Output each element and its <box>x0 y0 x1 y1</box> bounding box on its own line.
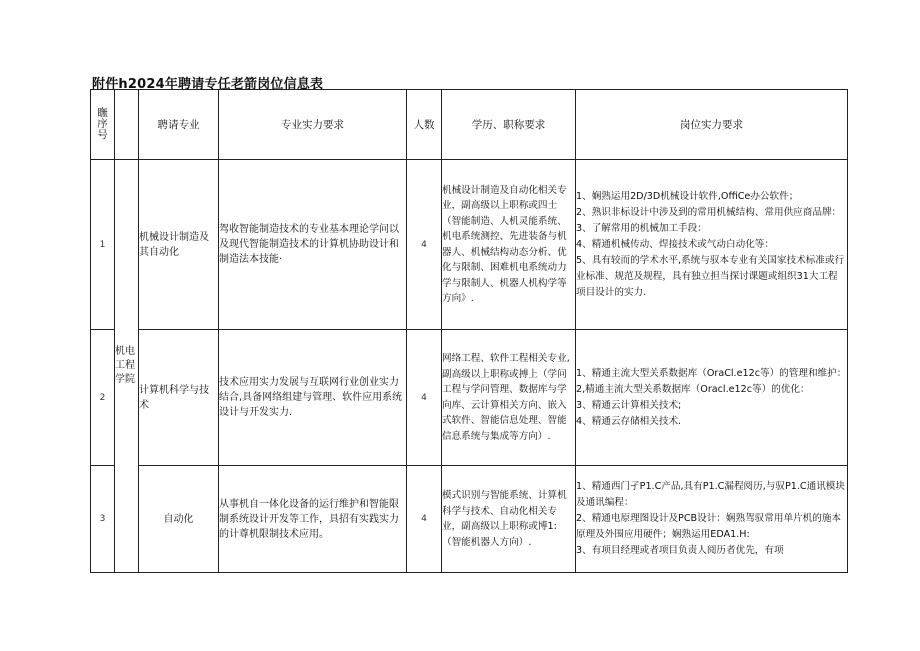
count-cell: 4 <box>407 330 442 466</box>
ability-line: 2、精通电原理图设计及PCB设计：娴熟驾驭常用单片机的施本原理及外围应用硬件；娴熟运用EDA1.H: <box>576 513 842 540</box>
ability-line: 1、精通西门孑P1.C产品,具有P1.C漏程阅历,与驭P1.C通讯模块及通讯编程： <box>576 481 845 508</box>
major-cell: 自动化 <box>139 466 219 573</box>
ability-line: 1、精通主流大型关系数据库（OraCl.e12c等）的管理和维护： <box>576 367 847 379</box>
header-count: 人数 <box>407 90 442 160</box>
row-number: 1 <box>91 160 115 330</box>
ability-line: 2、熟识非标设计中涉及到的常用机械结构、常用供应商品牌： <box>576 206 842 218</box>
skill-cell: 驾收智能制造技术的专业基本理论学问以及现代智能制造技术的计算机协助设计和制造法本技能· <box>219 160 407 330</box>
ability-line: 3、了解常用的机械加工手段： <box>576 222 707 234</box>
ability-line: 1、娴熟运用2D/3D机械设计软件,OffiCe办公软件； <box>576 190 799 202</box>
ability-line: 5、具有较而的学术水平,系统与驭本专业有关国家技术标准或行业标准、规范及规程，具有独立担当探讨课题或组织31大工程项目设计的实力. <box>576 254 845 298</box>
document-title: 附件h2024年聘请专任老箭岗位信息表 <box>92 77 324 92</box>
ability-line: 3、有项目经理或者项目负责人阅历者优先，有项 <box>576 545 784 556</box>
edu-cell: 网络工程、软件工程相关专业,副高级以上职称或搏上（学问工程与学问管理、数据库与学向库、云计算相关方向、嵌入式软件、智能信息处理、智能信息系统与集成等方向）. <box>442 330 576 466</box>
college-cell: 机电工程学院 <box>115 160 139 573</box>
ability-line: 3、精通云计算相关技术; <box>576 399 682 411</box>
major-cell: 计算机科学与技术 <box>139 330 219 466</box>
ability-cell <box>576 330 848 466</box>
header-college <box>115 90 139 160</box>
ability-line: 4、精通云存储相关技术. <box>576 415 682 427</box>
header-major: 聘请专业 <box>139 90 219 160</box>
ability-cell <box>576 466 848 573</box>
count-cell: 4 <box>407 160 442 330</box>
row-number: 2 <box>91 330 115 466</box>
header-row <box>91 90 848 160</box>
ability-line: 2,精通主流大型关系数据库（Oracl.e12c等）的优化： <box>576 383 810 395</box>
edu-cell: 机械设计制造及自动化相关专业，副高级以上职称或四士（智能制造、人机灵能系统、机电系统测控、先进装备与机器人、机械结构动态分析、优化与限制、困难机电系统动力学与限制人、机器人机构学等方向》. <box>442 160 576 330</box>
table-row <box>91 160 848 330</box>
row-number: 3 <box>91 466 115 573</box>
ability-cell <box>576 160 848 330</box>
header-ability: 岗位实力要求 <box>576 90 848 160</box>
count-cell: 4 <box>407 466 442 573</box>
edu-cell: 模式识别与智能系统、计算机科学与技术、自动化相关专业，副高级以上职称或博1:（智能机器人方向）. <box>442 466 576 573</box>
header-seq: 瞴序号 <box>91 90 115 160</box>
header-skill: 专业实力要求 <box>219 90 407 160</box>
skill-cell: 从事机自一体化设备的运行维护和智能限制系统设计开发等工作，具招有实践实力的计尊机限制技术应用。 <box>219 466 407 573</box>
table-row <box>91 330 848 466</box>
major-cell: 机械设计制造及其自动化 <box>139 160 219 330</box>
skill-cell: 技术应用实力发展与互联网行业创业实力结合,具备网络组建与管理、软件应用系统设计与开发实力. <box>219 330 407 466</box>
position-table <box>90 89 848 573</box>
header-edu: 学历、职称要求 <box>442 90 576 160</box>
table-row <box>91 466 848 573</box>
ability-line: 4、精通机械传动、焊接技术或气动白动化等： <box>576 238 774 250</box>
